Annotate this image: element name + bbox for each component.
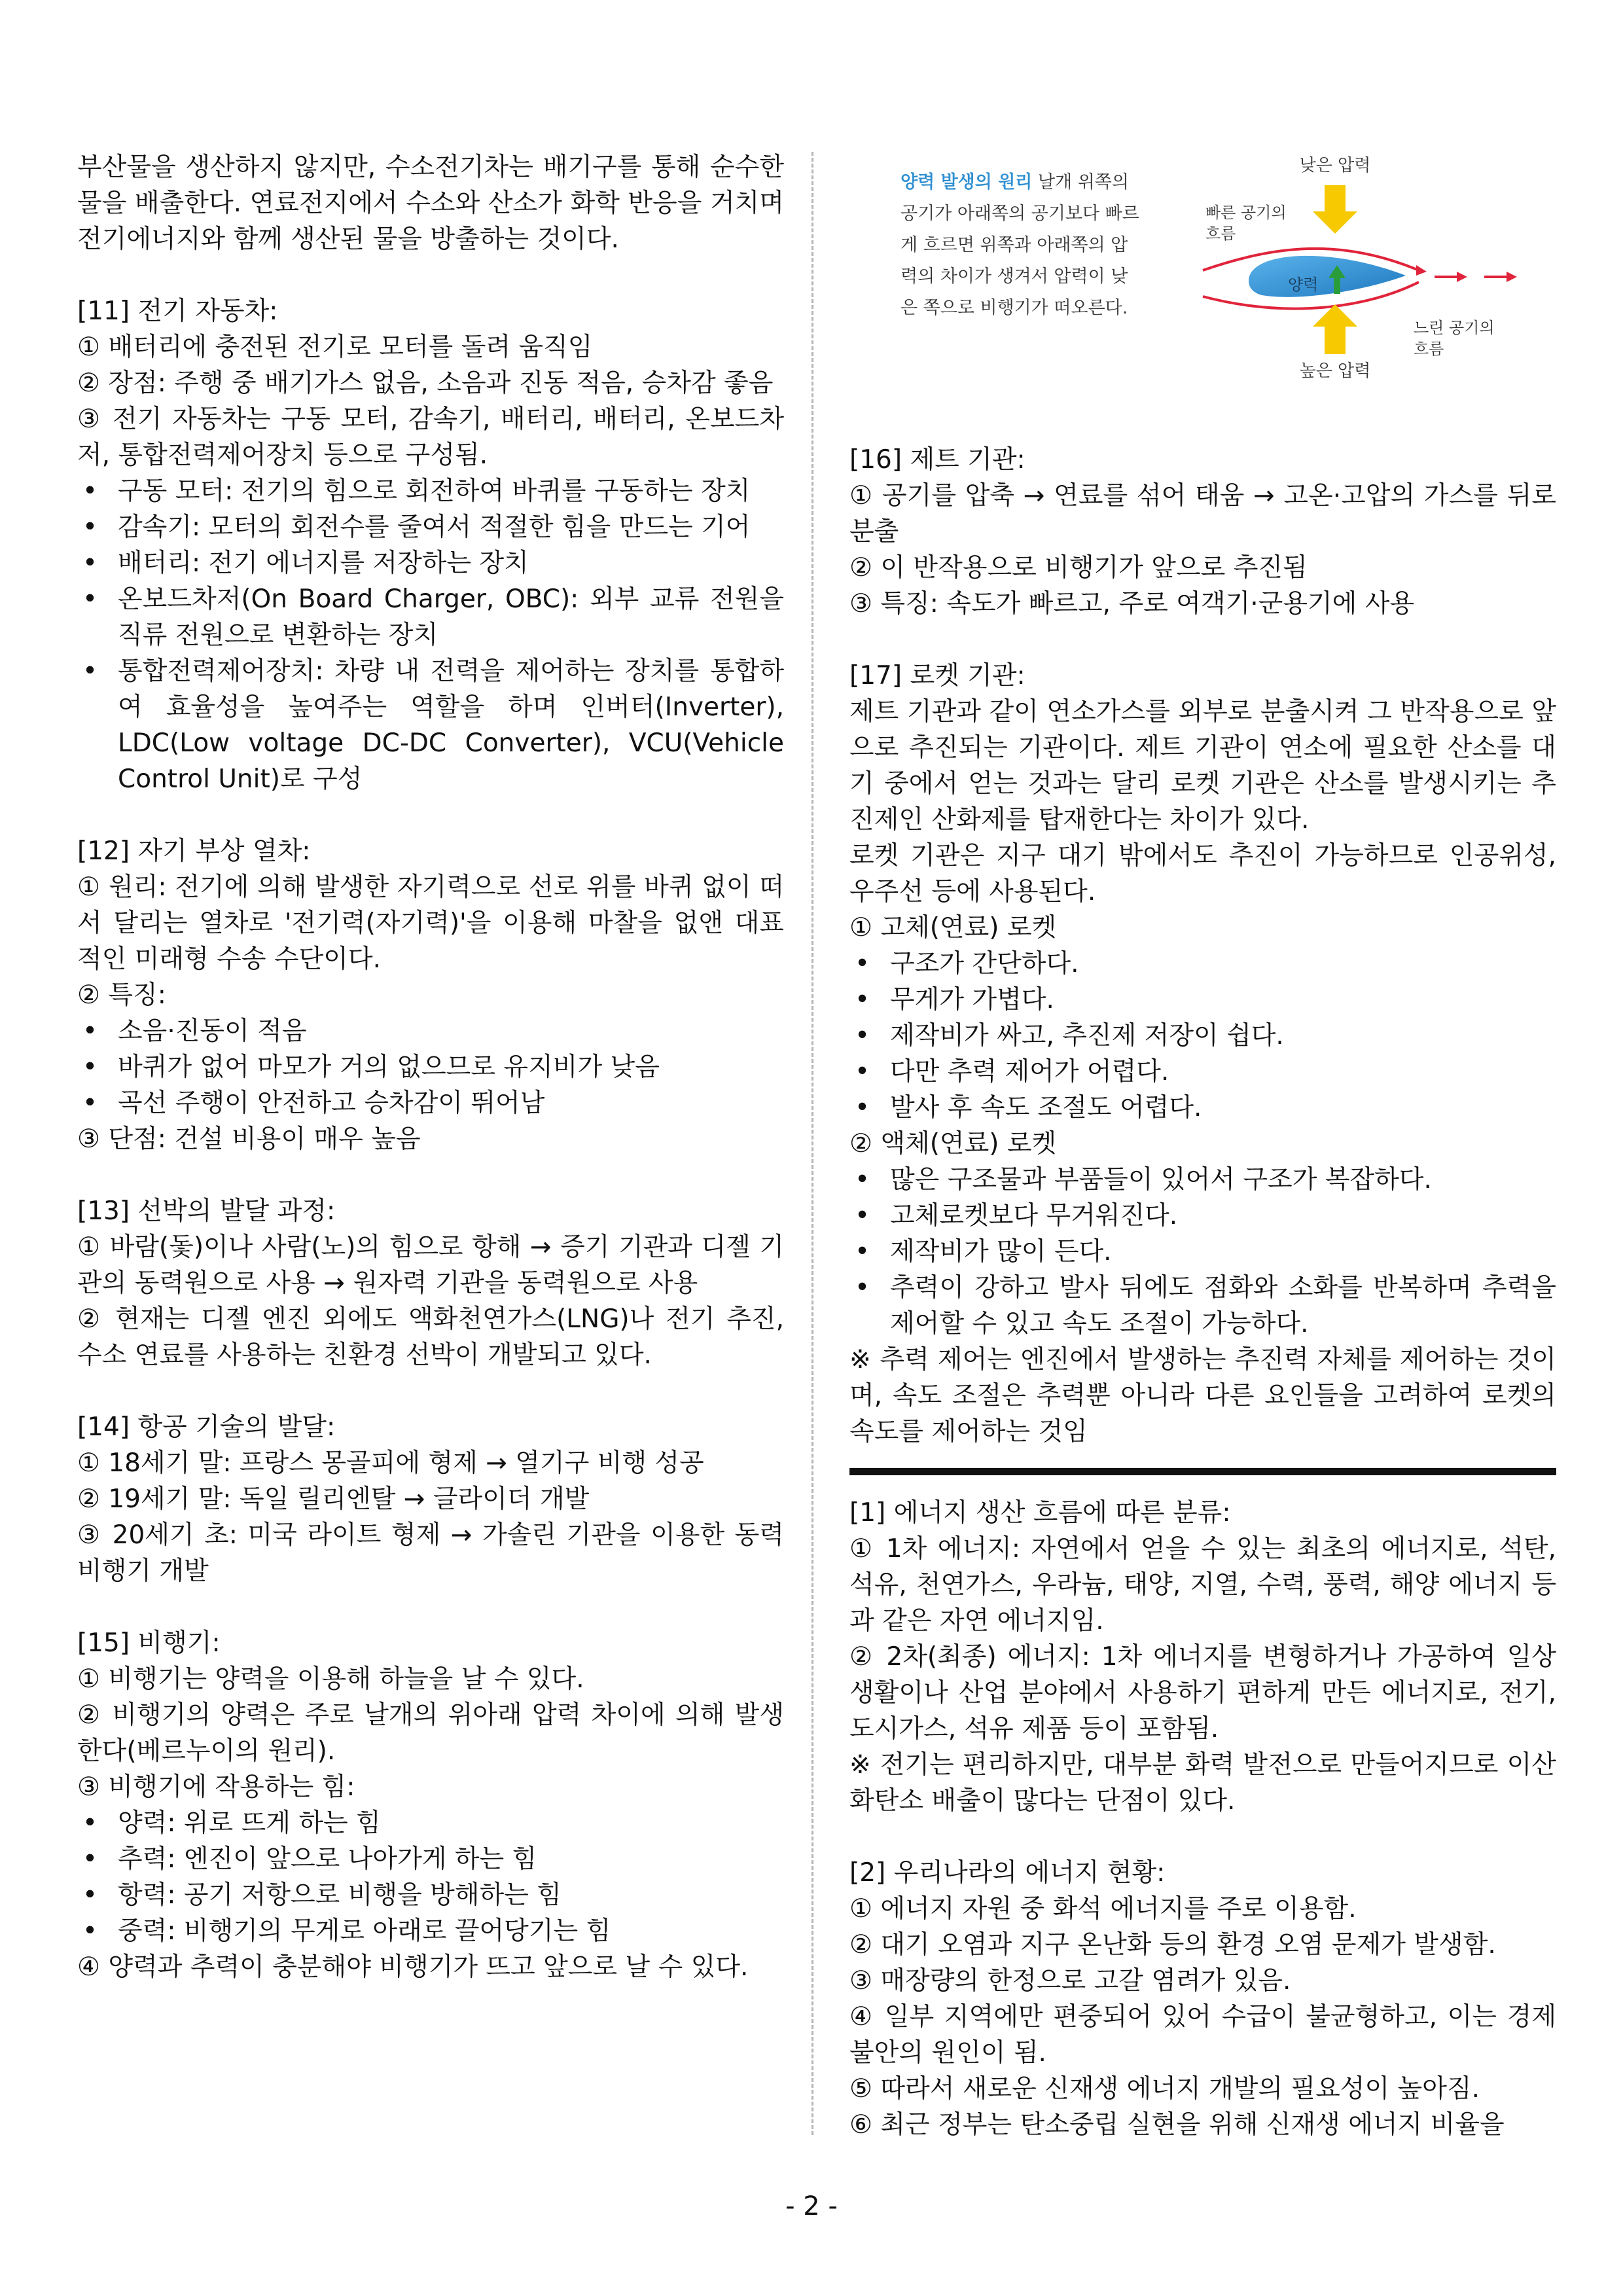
s11-item-2: ② 장점: 주행 중 배기가스 없음, 소음과 진동 적음, 승차감 좋음 xyxy=(77,368,774,398)
list-item: • 고체로켓보다 무거워진다. xyxy=(849,1198,1556,1234)
section-12-title: [12] 자기 부상 열차: xyxy=(77,836,311,866)
list-item: • 제작비가 많이 든다. xyxy=(849,1234,1556,1270)
high-pressure-label: 높은 압력 xyxy=(1299,361,1371,381)
e1-item-2: ② 2차(최종) 에너지: 1차 에너지를 변형하거나 가공하여 일상생활이나 산업 분야에서 사용하기 편하게 만든 에너지로, 전기, 도시가스, 석유 제품 등이 포함됨. xyxy=(849,1642,1556,1744)
left-column xyxy=(77,149,784,1985)
s15-item-3: ③ 비행기에 작용하는 힘: xyxy=(77,1772,355,1802)
list-item: • 추력: 엔진이 앞으로 나아가게 하는 힘 xyxy=(77,1841,784,1877)
fast-air-label-1: 빠른 공기의 xyxy=(1205,204,1287,222)
s13-item-2: ② 현재는 디젤 엔진 외에도 액화천연가스(LNG)나 전기 추진, 수소 연료를 사용하는 친환경 선박이 개발되고 있다. xyxy=(77,1304,784,1370)
s12-item-3: ③ 단점: 건설 비용이 매우 높음 xyxy=(77,1124,421,1154)
energy-section-1-title: [1] 에너지 생산 흐름에 따른 분류: xyxy=(849,1498,1231,1528)
energy-section-2-title: [2] 우리나라의 에너지 현황: xyxy=(849,1858,1166,1888)
figure-title: 양력 발생의 원리 xyxy=(901,172,1033,192)
s14-item-2: ② 19세기 말: 독일 릴리엔탈 → 글라이더 개발 xyxy=(77,1484,590,1514)
airfoil-diagram xyxy=(1131,147,1550,396)
up-pressure-arrow xyxy=(1313,304,1357,354)
page-number: - 2 - xyxy=(785,2191,838,2221)
slow-air-label-2: 흐름 xyxy=(1414,340,1444,358)
list-item: • 추력이 강하고 발사 뒤에도 점화와 소화를 반복하며 추력을 제어할 수 있고 속도 조절이 가능하다. xyxy=(849,1270,1556,1342)
list-item: • 곡선 주행이 안전하고 승차감이 뛰어남 xyxy=(77,1085,784,1121)
s17-paragraph-2: 로켓 기관은 지구 대기 밖에서도 추진이 가능하므로 인공위성, 우주선 등에 사용된다. xyxy=(849,841,1556,906)
e1-note: ※ 전기는 편리하지만, 대부분 화력 발전으로 만들어지므로 이산화탄소 배출이 많다는 단점이 있다. xyxy=(849,1750,1556,1816)
s15-item-4: ④ 양력과 추력이 충분해야 비행기가 뜨고 앞으로 날 수 있다. xyxy=(77,1952,749,1982)
list-item: • 무게가 가볍다. xyxy=(849,982,1556,1018)
section-14-title: [14] 항공 기술의 발달: xyxy=(77,1412,336,1442)
section-divider-rule xyxy=(849,1468,1556,1475)
list-item: • 감속기: 모터의 회전수를 줄여서 적절한 힘을 만드는 기어 xyxy=(77,509,784,545)
list-item: • 제작비가 싸고, 추진제 저장이 쉽다. xyxy=(849,1018,1556,1054)
list-item: • 바퀴가 없어 마모가 거의 없으므로 유지비가 낮음 xyxy=(77,1049,784,1085)
s12-bullet-list xyxy=(77,1013,784,1121)
e2-item-4: ④ 일부 지역에만 편중되어 있어 수급이 불균형하고, 이는 경제 불안의 원인이 됨. xyxy=(849,2002,1556,2068)
list-item: • 구동 모터: 전기의 힘으로 회전하여 바퀴를 구동하는 장치 xyxy=(77,473,784,509)
e2-item-5: ⑤ 따라서 새로운 신재생 에너지 개발의 필요성이 높아짐. xyxy=(849,2074,1480,2104)
wing-shape xyxy=(1249,256,1406,297)
section-11-title: [11] 전기 자동차: xyxy=(77,296,278,326)
e1-item-1: ① 1차 에너지: 자연에서 얻을 수 있는 최초의 에너지로, 석탄, 석유, 천연가스, 우라늄, 태양, 지열, 수력, 풍력, 해양 에너지 등과 같은 자연 에너지임. xyxy=(849,1534,1556,1636)
s11-item-3: ③ 전기 자동차는 구동 모터, 감속기, 배터리, 배터리, 온보드차저, 통합전력제어장치 등으로 구성됨. xyxy=(77,404,784,470)
list-item: • 항력: 공기 저항으로 비행을 방해하는 힘 xyxy=(77,1877,784,1913)
lift-label: 양력 xyxy=(1288,276,1319,294)
s14-item-1: ① 18세기 말: 프랑스 몽골피에 형제 → 열기구 비행 성공 xyxy=(77,1448,704,1478)
column-divider xyxy=(812,152,813,2135)
s15-item-1: ① 비행기는 양력을 이용해 하늘을 날 수 있다. xyxy=(77,1664,584,1694)
list-item: • 구조가 간단하다. xyxy=(849,946,1556,982)
section-13-title: [13] 선박의 발달 과정: xyxy=(77,1196,336,1226)
intro-paragraph: 부산물을 생산하지 않지만, 수소전기차는 배기구를 통해 순수한 물을 배출한다. 연료전지에서 수소와 산소가 화학 반응을 거치며 전기에너지와 함께 생산된 물을 방출하는 것이다. xyxy=(77,152,784,254)
e2-item-6: ⑥ 최근 정부는 탄소중립 실현을 위해 신재생 에너지 비율을 xyxy=(849,2110,1505,2140)
s17-note: ※ 추력 제어는 엔진에서 발생하는 추진력 자체를 제어하는 것이며, 속도 조절은 추력뿐 아니라 다른 요인들을 고려하여 로켓의 속도를 제어하는 것임 xyxy=(849,1345,1556,1446)
solid-rocket-title: ① 고체(연료) 로켓 xyxy=(849,913,1057,942)
solid-rocket-list xyxy=(849,946,1556,1126)
list-item: • 중력: 비행기의 무게로 아래로 끌어당기는 힘 xyxy=(77,1913,784,1949)
list-item: • 통합전력제어장치: 차량 내 전력을 제어하는 장치를 통합하여 효율성을 높여주는 역할을 하며 인버터(Inverter), LDC(Low voltage DC-DC Converter), VCU(Vehicle Control Unit)로 구성 xyxy=(77,653,784,797)
list-item: • 배터리: 전기 에너지를 저장하는 장치 xyxy=(77,545,784,581)
liquid-rocket-list xyxy=(849,1162,1556,1342)
list-item: • 온보드차저(On Board Charger, OBC): 외부 교류 전원을 직류 전원으로 변환하는 장치 xyxy=(77,581,784,653)
section-15-title: [15] 비행기: xyxy=(77,1628,221,1658)
outflow-arrowhead xyxy=(1507,272,1517,282)
lift-principle-figure xyxy=(849,147,1556,416)
upper-flow-arrowhead xyxy=(1416,265,1427,276)
list-item: • 양력: 위로 뜨게 하는 힘 xyxy=(77,1805,784,1841)
trailing-flow-arrowhead xyxy=(1457,272,1467,282)
s15-bullet-list xyxy=(77,1805,784,1949)
s16-item-1: ① 공기를 압축 → 연료를 섞어 태움 → 고온·고압의 가스를 뒤로 분출 xyxy=(849,481,1556,547)
s17-paragraph-1: 제트 기관과 같이 연소가스를 외부로 분출시켜 그 반작용으로 앞으로 추진되는 기관이다. 제트 기관이 연소에 필요한 산소를 대기 중에서 얻는 것과는 달리 로켓 기관은 산소를 발생시키는 추진제인 산화제를 탑재한다는 차이가 있다. xyxy=(849,697,1556,834)
s12-item-1: ① 원리: 전기에 의해 발생한 자기력으로 선로 위를 바퀴 없이 떠서 달리는 열차로 '전기력(자기력)'을 이용해 마찰을 없앤 대표적인 미래형 수송 수단이다. xyxy=(77,872,784,974)
s11-bullet-list xyxy=(77,473,784,797)
list-item: • 다만 추력 제어가 어렵다. xyxy=(849,1054,1556,1090)
fast-air-label-2: 흐름 xyxy=(1205,224,1236,243)
down-pressure-arrow xyxy=(1313,185,1357,234)
liquid-rocket-title: ② 액체(연료) 로켓 xyxy=(849,1129,1057,1158)
s12-item-2: ② 특징: xyxy=(77,980,166,1010)
s16-item-3: ③ 특징: 속도가 빠르고, 주로 여객기·군용기에 사용 xyxy=(849,589,1415,619)
section-17-title: [17] 로켓 기관: xyxy=(849,661,1026,691)
s11-item-1: ① 배터리에 충전된 전기로 모터를 돌려 움직임 xyxy=(77,332,593,362)
s13-item-1: ① 바람(돛)이나 사람(노)의 힘으로 항해 → 증기 기관과 디젤 기관의 동력원으로 사용 → 원자력 기관을 동력원으로 사용 xyxy=(77,1232,784,1298)
right-column xyxy=(849,147,1556,2143)
slow-air-label-1: 느린 공기의 xyxy=(1414,319,1495,337)
figure-caption-block xyxy=(901,167,1143,324)
figure-caption: 날개 위쪽의 공기가 아래쪽의 공기보다 빠르게 흐르면 위쪽과 아래쪽의 압력의 차이가 생겨서 압력이 낮은 쪽으로 비행기가 떠오른다. xyxy=(901,172,1139,318)
e2-item-1: ① 에너지 자원 중 화석 에너지를 주로 이용함. xyxy=(849,1894,1357,1924)
list-item: • 발사 후 속도 조절도 어렵다. xyxy=(849,1090,1556,1126)
s16-item-2: ② 이 반작용으로 비행기가 앞으로 추진됨 xyxy=(849,553,1308,583)
low-pressure-label: 낮은 압력 xyxy=(1299,156,1371,175)
list-item: • 많은 구조물과 부품들이 있어서 구조가 복잡하다. xyxy=(849,1162,1556,1198)
s15-item-2: ② 비행기의 양력은 주로 날개의 위아래 압력 차이에 의해 발생한다(베르누이의 원리). xyxy=(77,1700,784,1766)
e2-item-3: ③ 매장량의 한정으로 고갈 염려가 있음. xyxy=(849,1966,1291,1996)
list-item: • 소음·진동이 적음 xyxy=(77,1013,784,1049)
section-16-title: [16] 제트 기관: xyxy=(849,445,1026,475)
s14-item-3: ③ 20세기 초: 미국 라이트 형제 → 가솔린 기관을 이용한 동력 비행기 개발 xyxy=(77,1520,784,1586)
e2-item-2: ② 대기 오염과 지구 온난화 등의 환경 오염 문제가 발생함. xyxy=(849,1930,1496,1960)
